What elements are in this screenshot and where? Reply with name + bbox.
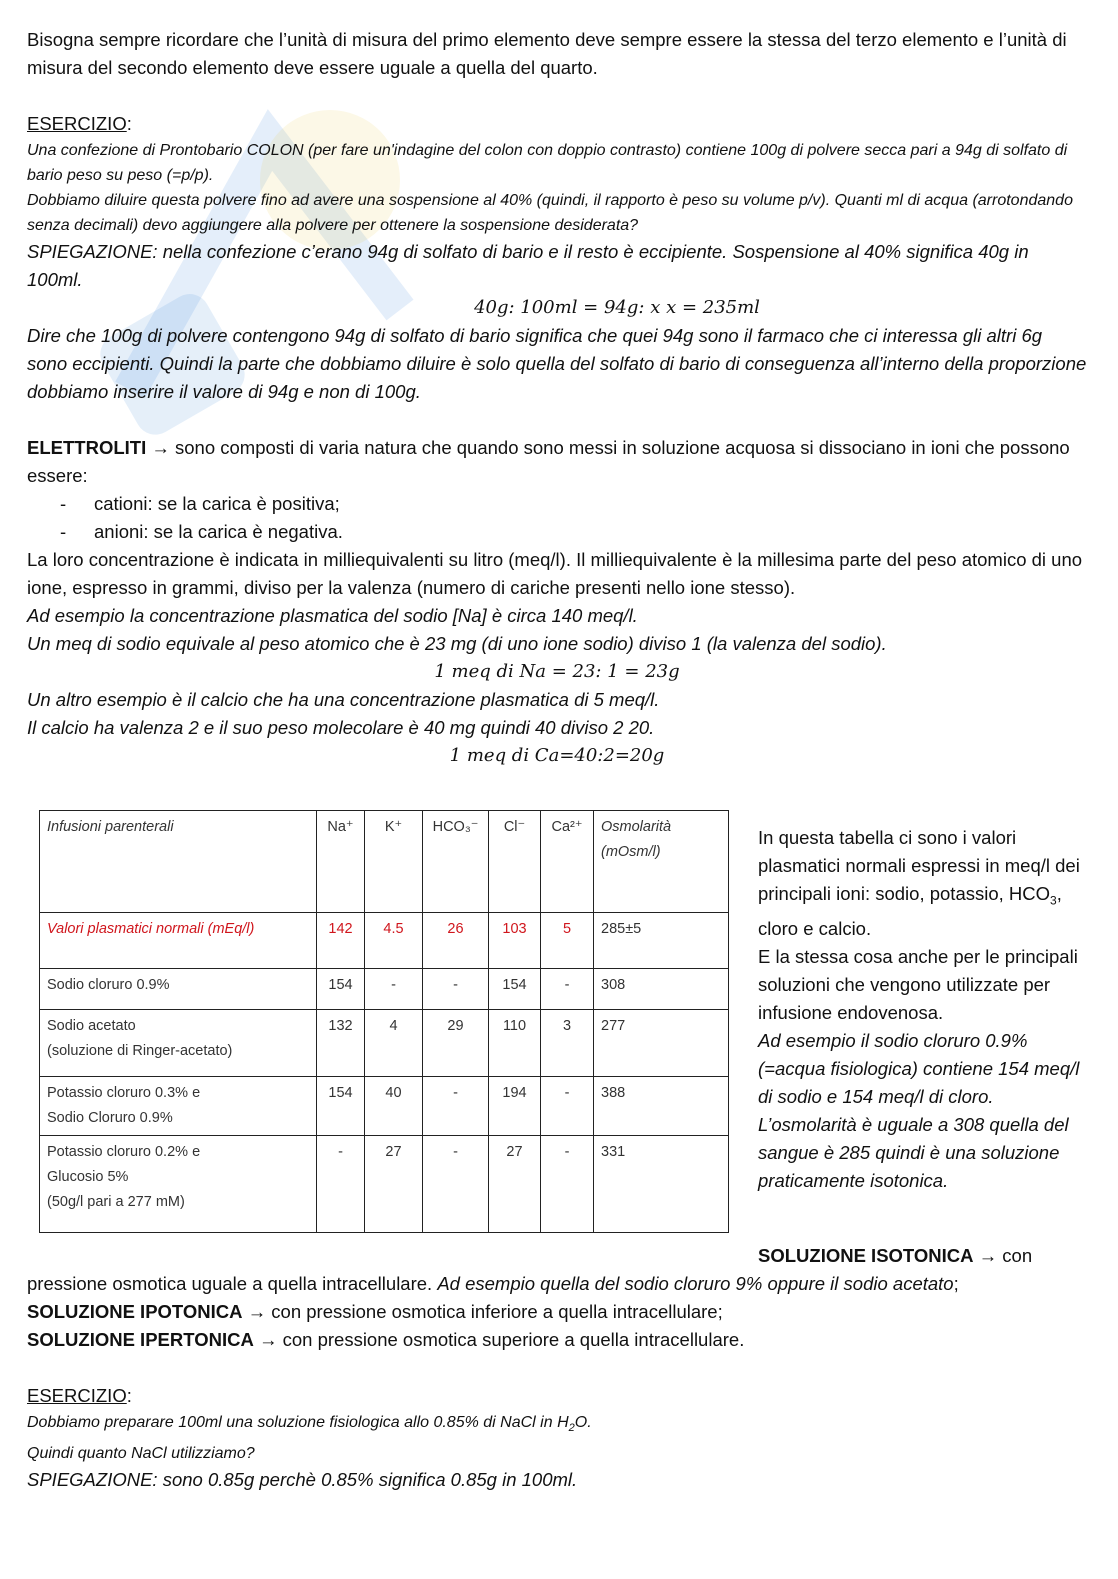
cell-k: 27 <box>365 1136 423 1233</box>
row-label: Sodio acetato (soluzione di Ringer-acetato) <box>40 1010 317 1077</box>
ion-type-list <box>27 490 1087 546</box>
cell-cl: 110 <box>489 1010 541 1077</box>
cell-cl: 27 <box>489 1136 541 1233</box>
cell-k: 40 <box>365 1077 423 1136</box>
cell-osmolarity: 277 <box>594 1010 729 1077</box>
table-row <box>40 1136 729 1233</box>
isotonic-end: ; <box>953 1273 959 1294</box>
infusions-table-wrapper <box>39 810 729 1233</box>
side-text-a: In questa tabella ci sono i valori plasmatici normali espressi in meq/l dei principali ioni: sodio, potassio, HCO <box>758 827 1080 904</box>
header-na: Na⁺ <box>317 811 365 913</box>
cell-osmolarity: 388 <box>594 1077 729 1136</box>
hypotonic-def: → con pressione osmotica inferiore a quella intracellulare; <box>242 1301 723 1322</box>
cell-na: - <box>317 1136 365 1233</box>
isotonic-def-text: pressione osmotica uguale a quella intracellulare. <box>27 1273 438 1294</box>
cell-na: 132 <box>317 1010 365 1077</box>
cell-hco3: - <box>423 1136 489 1233</box>
calcium-valence: Il calcio ha valenza 2 e il suo peso molecolare è 40 mg quindi 40 diviso 2 20. <box>27 717 655 738</box>
cell-ca: - <box>541 969 594 1010</box>
cell-hco3: 26 <box>423 913 489 969</box>
cell-osmolarity: 308 <box>594 969 729 1010</box>
exercise-2-question-2: Quindi quanto NaCl utilizziamo? <box>27 1445 255 1463</box>
cell-na: 142 <box>317 913 365 969</box>
row-label: Valori plasmatici normali (mEq/l) <box>40 913 317 969</box>
list-item: - cationi: se la carica è positiva; <box>60 490 1087 518</box>
ex2-q1-subscript: 2 <box>568 1422 575 1435</box>
table-row <box>40 969 729 1010</box>
sodium-meq: Un meq di sodio equivale al peso atomico che è 23 mg (di uno ione sodio) diviso 1 (la valenza del sodio). <box>27 633 887 654</box>
cell-osmolarity: 331 <box>594 1136 729 1233</box>
hypertonic-def: → con pressione osmotica superiore a quella intracellulare. <box>253 1329 745 1350</box>
calcium-example: Un altro esempio è il calcio che ha una concentrazione plasmatica di 5 meq/l. <box>27 689 660 710</box>
table-row <box>40 913 729 969</box>
table-row <box>40 1077 729 1136</box>
ex2-q1-end: O. <box>574 1414 592 1431</box>
infusions-table <box>39 810 729 1233</box>
table-explanation-2: E la stessa cosa anche per le principali soluzioni che vengono utilizzate per infusione endovenosa. <box>758 945 1078 1023</box>
exercise-2-colon: : <box>126 1385 132 1406</box>
header-k: K⁺ <box>365 811 423 913</box>
row-label: Potassio cloruro 0.2% e Glucosio 5% (50g/l pari a 277 mM) <box>40 1136 317 1233</box>
cell-hco3: 29 <box>423 1010 489 1077</box>
exercise-1-explanation-2: Dire che 100g di polvere contengono 94g di solfato di bario significa che quei 94g sono il farmaco che ci interessa gli altri 6g sono eccipienti. Quindi la parte che dobbiamo diluire è solo quella del solfato di bario di conseguenza all’interno della proporzione dobbiamo inserire il valore di 94g e non di 100g. <box>27 325 1087 402</box>
exercise-1-label: ESERCIZIO <box>27 113 127 134</box>
exercise-2-question-1 <box>27 1410 1087 1441</box>
exercise-1-colon: : <box>126 113 132 134</box>
table-row <box>40 1010 729 1077</box>
exercise-1-heading <box>27 110 1087 138</box>
table-explanation-3: Ad esempio il sodio cloruro 0.9% (=acqua fisiologica) contiene 154 meq/l di sodio e 154 meq/l di cloro. L’osmolarità è uguale a 308 quella del sangue è 285 quindi è una soluzione praticamente isotonica. <box>758 1029 1080 1191</box>
exercise-1-formula: 40g: 100ml = 94g: x x = 235ml <box>474 297 760 318</box>
exercise-1-question-1: Una confezione di Prontobario COLON (per fare un'indagine del colon con doppio contrasto) contiene 100g di polvere secca pari a 94g di solfato di bario peso su peso (=p/p). <box>27 142 1068 184</box>
cell-k: - <box>365 969 423 1010</box>
hypertonic-term: SOLUZIONE IPERTONICA <box>27 1329 254 1350</box>
electrolytes-definition <box>27 434 1087 490</box>
exercise-1-question-2: Dobbiamo diluire questa polvere fino ad avere una sospensione al 40% (quindi, il rapporto è peso su volume p/v). Quanti ml di acqua (arrotondando senza decimali) devo aggiungere alla polvere per ottenere la sospensione desiderata? <box>27 192 1073 234</box>
isotonic-arrow: → con <box>973 1245 1033 1266</box>
list-item: - anioni: se la carica è negativa. <box>60 518 1087 546</box>
cell-osmolarity: 285±5 <box>594 913 729 969</box>
side-text-b: , cloro e calcio. <box>758 883 1062 939</box>
table-header-row <box>40 811 729 913</box>
electrolytes-def: → sono composti di varia natura che quando sono messi in soluzione acquosa si dissociano in ioni che possono essere: <box>27 437 1070 486</box>
ex2-q1-text: Dobbiamo preparare 100ml una soluzione fisiologica allo 0.85% di NaCl in H <box>27 1414 569 1431</box>
exercise-1-explanation: SPIEGAZIONE: nella confezione c’erano 94g di solfato di bario e il resto è eccipiente. Sospensione al 40% significa 40g in 100ml. <box>27 241 1029 290</box>
cell-cl: 154 <box>489 969 541 1010</box>
cell-ca: 3 <box>541 1010 594 1077</box>
concentration-paragraph: La loro concentrazione è indicata in milliequivalenti su litro (meq/l). Il milliequivalente è la millesima parte del peso atomico di uno ione, espresso in grammi, diviso per la valenza (numero di cariche presenti nello ione stesso). <box>27 549 1083 598</box>
table-explanation <box>758 824 1088 1195</box>
isotonic-heading-line <box>27 1242 1087 1270</box>
solutions-section <box>27 1242 1087 1494</box>
cell-na: 154 <box>317 969 365 1010</box>
exercise-2-heading <box>27 1382 1087 1410</box>
exercise-2-explanation: SPIEGAZIONE: sono 0.85g perchè 0.85% significa 0.85g in 100ml. <box>27 1469 578 1491</box>
cell-ca: 5 <box>541 913 594 969</box>
hypotonic-term: SOLUZIONE IPOTONICA <box>27 1301 243 1322</box>
cell-k: 4 <box>365 1010 423 1077</box>
row-label: Potassio cloruro 0.3% e Sodio Cloruro 0.9% <box>40 1077 317 1136</box>
hypotonic-definition <box>27 1298 1087 1326</box>
isotonic-term: SOLUZIONE ISOTONICA <box>758 1245 974 1266</box>
cell-cl: 194 <box>489 1077 541 1136</box>
intro-paragraph: Bisogna sempre ricordare che l’unità di misura del primo elemento deve sempre essere la stessa del terzo elemento e l’unità di misura del secondo elemento deve essere uguale a quella del quarto. <box>27 29 1067 78</box>
header-ca: Ca²⁺ <box>541 811 594 913</box>
cell-hco3: - <box>423 1077 489 1136</box>
page-content <box>27 26 1087 770</box>
calcium-formula: 1 meq di Ca=40:2=20g <box>449 745 665 766</box>
electrolytes-term: ELETTROLITI <box>27 437 147 458</box>
cell-cl: 103 <box>489 913 541 969</box>
cell-hco3: - <box>423 969 489 1010</box>
cell-ca: - <box>541 1077 594 1136</box>
header-infusions: Infusioni parenterali <box>40 811 317 913</box>
sodium-formula: 1 meq di Na = 23: 1 = 23g <box>434 661 680 682</box>
isotonic-example: Ad esempio quella del sodio cloruro 9% oppure il sodio acetato <box>437 1273 954 1294</box>
header-cl: Cl⁻ <box>489 811 541 913</box>
isotonic-definition <box>27 1270 1087 1298</box>
row-label: Sodio cloruro 0.9% <box>40 969 317 1010</box>
header-hco3: HCO₃⁻ <box>423 811 489 913</box>
side-subscript: 3 <box>1050 893 1057 908</box>
sodium-example: Ad esempio la concentrazione plasmatica del sodio [Na] è circa 140 meq/l. <box>27 605 638 626</box>
header-osmolarity: Osmolarità (mOsm/l) <box>594 811 729 913</box>
cell-na: 154 <box>317 1077 365 1136</box>
cell-k: 4.5 <box>365 913 423 969</box>
hypertonic-definition <box>27 1326 1087 1354</box>
cell-ca: - <box>541 1136 594 1233</box>
exercise-2-label: ESERCIZIO <box>27 1385 127 1406</box>
table-explanation-1 <box>758 824 1088 943</box>
